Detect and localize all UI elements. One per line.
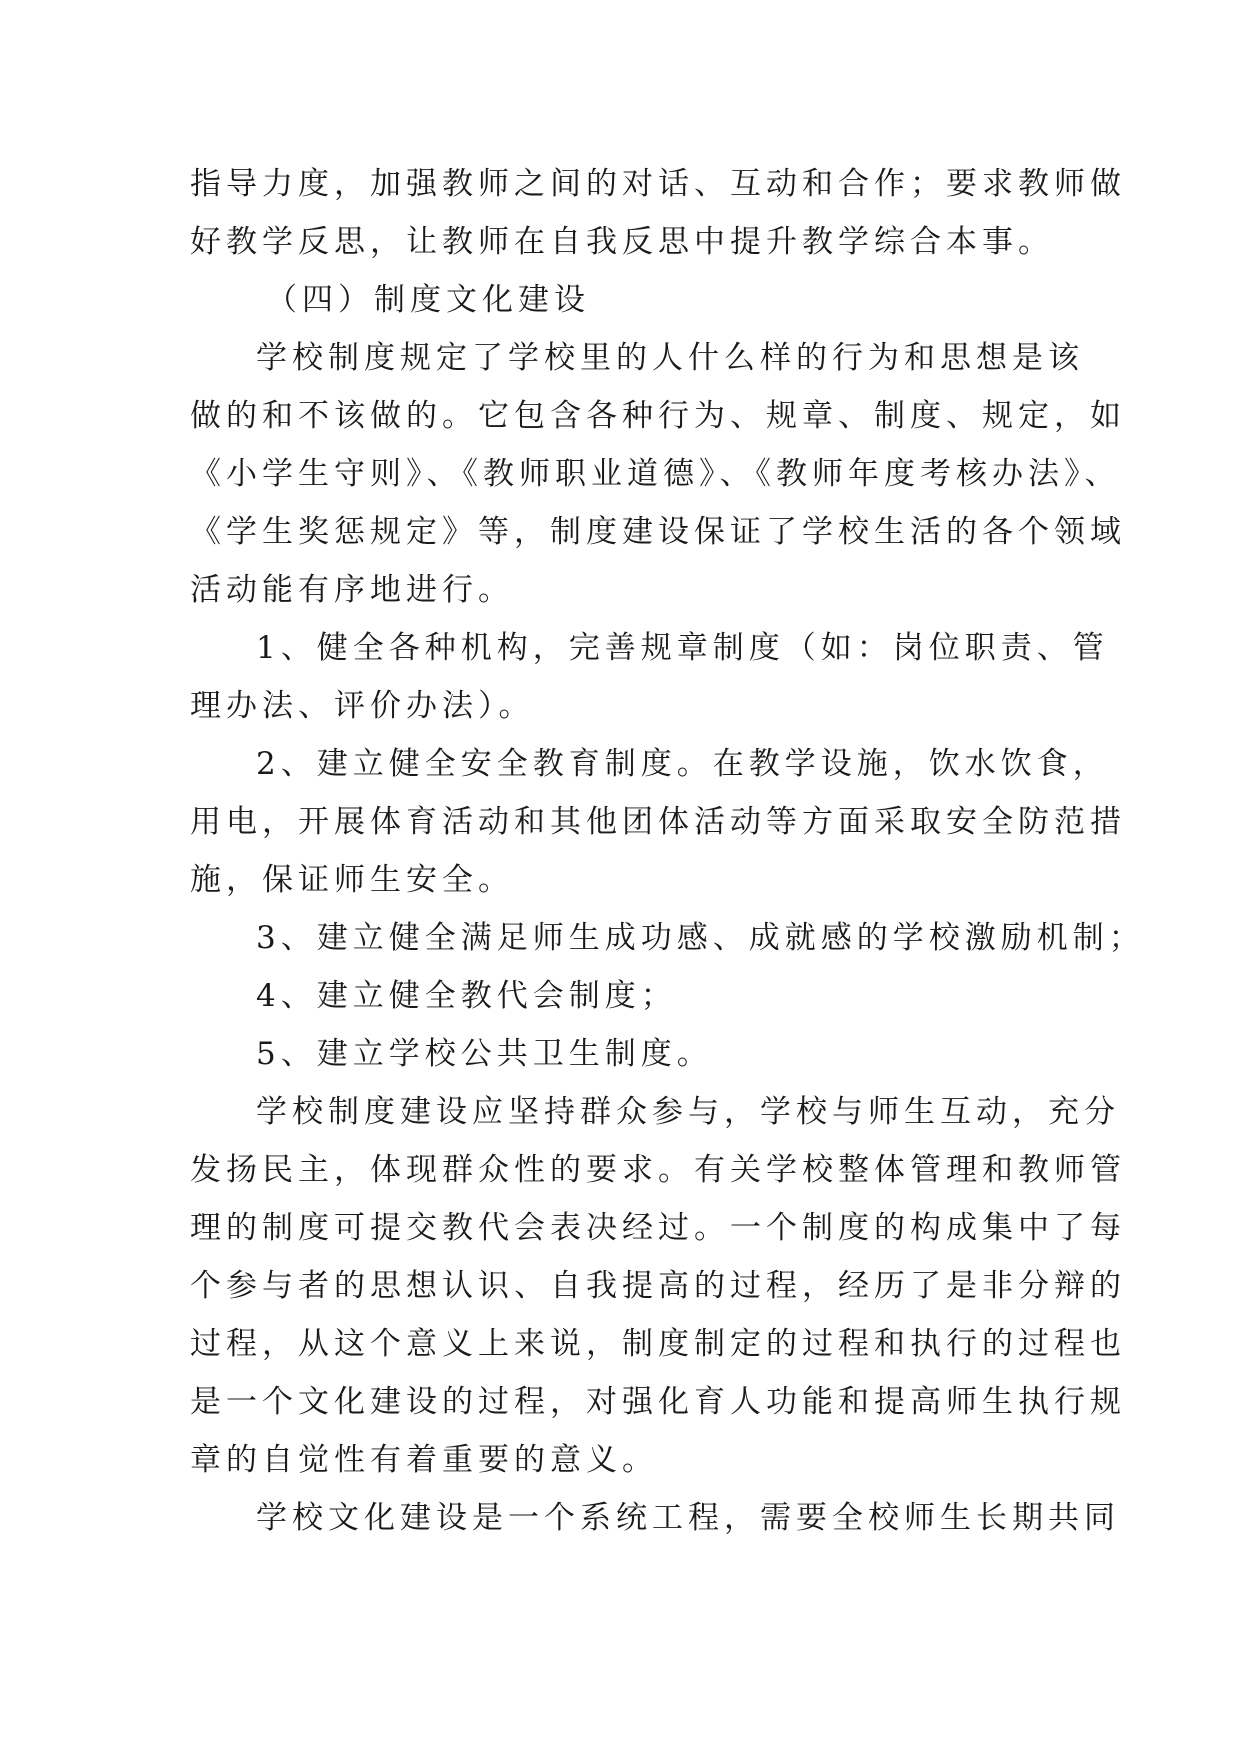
text-line: 个参与者的思想认识、自我提高的过程，经历了是非分辩的 bbox=[190, 1268, 1126, 1304]
text-line: 过程，从这个意义上来说，制度制定的过程和执行的过程也 bbox=[190, 1326, 1126, 1362]
text-line: 活动能有序地进行。 bbox=[190, 572, 514, 608]
text-line: 指导力度，加强教师之间的对话、互动和合作；要求教师做 bbox=[190, 166, 1126, 202]
text-line: 发扬民主，体现群众性的要求。有关学校整体管理和教师管 bbox=[190, 1152, 1126, 1188]
text-line: 学校制度建设应坚持群众参与，学校与师生互动，充分 bbox=[256, 1094, 1120, 1130]
text-line: 学校文化建设是一个系统工程，需要全校师生长期共同 bbox=[256, 1500, 1120, 1536]
section-heading: （四）制度文化建设 bbox=[266, 282, 590, 318]
document-page bbox=[190, 155, 1145, 1547]
text-line: 好教学反思，让教师在自我反思中提升教学综合本事。 bbox=[190, 224, 1054, 260]
text-line: 学校制度规定了学校里的人什么样的行为和思想是该 bbox=[256, 340, 1084, 376]
list-item: 2、建立健全安全教育制度。在教学设施，饮水饮食， bbox=[256, 746, 1109, 782]
list-item: 3、建立健全满足师生成功感、成就感的学校激励机制； bbox=[256, 920, 1145, 956]
text-line: 是一个文化建设的过程，对强化育人功能和提高师生执行规 bbox=[190, 1384, 1126, 1420]
text-line: 用电，开展体育活动和其他团体活动等方面采取安全防范措 bbox=[190, 804, 1126, 840]
text-line: 章的自觉性有着重要的意义。 bbox=[190, 1442, 658, 1478]
list-item: 1、健全各种机构，完善规章制度（如：岗位职责、管 bbox=[256, 630, 1109, 666]
text-line: 做的和不该做的。它包含各种行为、规章、制度、规定，如 bbox=[190, 398, 1126, 434]
text-line: 《小学生守则》、《教师职业道德》、《教师年度考核办法》、 bbox=[190, 456, 1121, 492]
text-line: 理的制度可提交教代会表决经过。一个制度的构成集中了每 bbox=[190, 1210, 1126, 1246]
list-item: 4、建立健全教代会制度； bbox=[256, 978, 677, 1014]
list-item: 5、建立学校公共卫生制度。 bbox=[256, 1036, 713, 1072]
text-line: 《学生奖惩规定》等，制度建设保证了学校生活的各个领域 bbox=[190, 514, 1126, 550]
text-line: 理办法、评价办法）。 bbox=[190, 688, 535, 724]
text-line: 施，保证师生安全。 bbox=[190, 862, 514, 898]
